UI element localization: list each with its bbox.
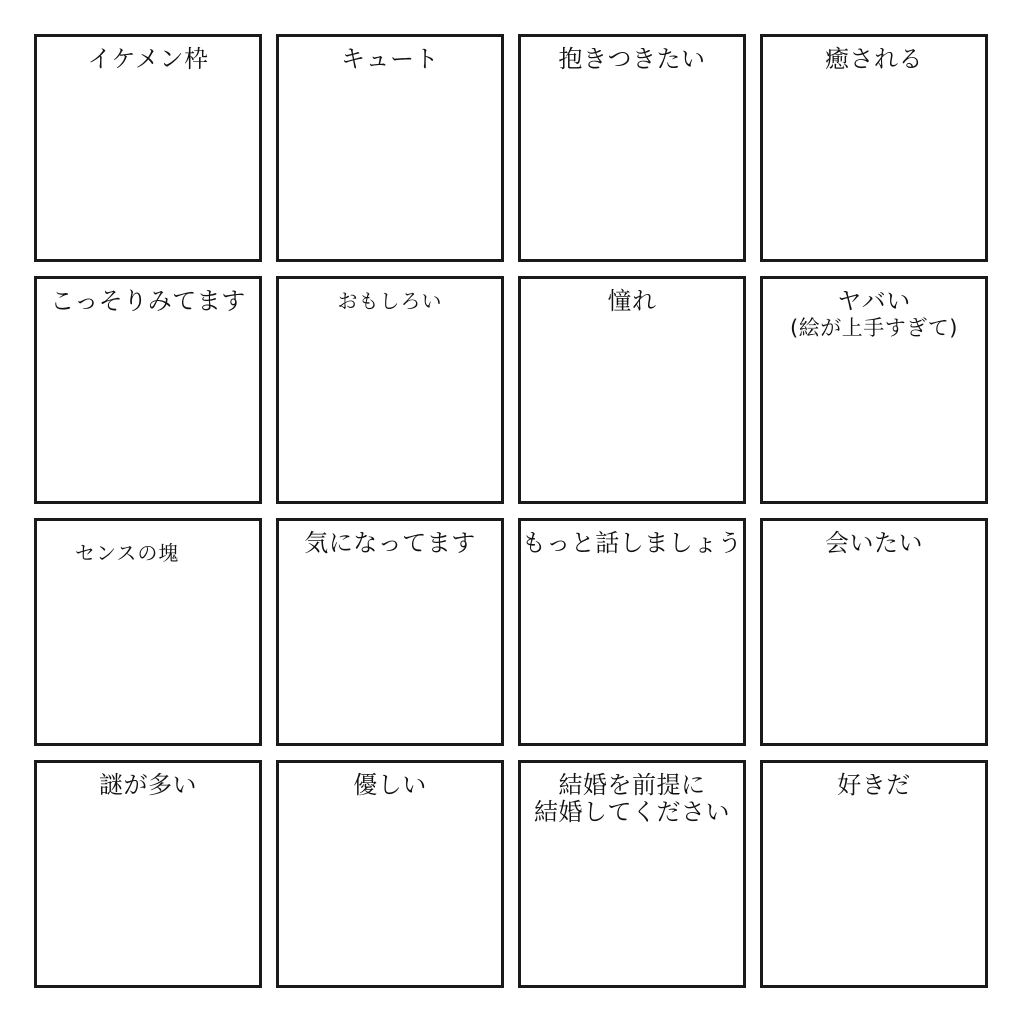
frame-cell[interactable] — [34, 518, 262, 746]
frame-cell[interactable] — [34, 34, 262, 262]
frame-label: 抱きつきたい — [558, 45, 706, 73]
frame-cell[interactable] — [34, 760, 262, 988]
frame-label: センスの塊 — [75, 541, 180, 565]
frame-label — [515, 771, 749, 825]
frame-label: こっそりみてます — [50, 287, 246, 315]
frame-label: 気になってます — [304, 529, 476, 557]
frame-label: もっと話しましょう — [521, 529, 743, 557]
frame-label: イケメン枠 — [87, 45, 209, 73]
frame-label: 癒される — [825, 45, 923, 73]
frame-label: キュート — [341, 45, 439, 73]
frame-label-sub: 結婚してください — [534, 798, 730, 826]
frame-label: 優しい — [353, 771, 427, 799]
frame-label: 謎が多い — [99, 771, 197, 799]
frame-cell[interactable] — [276, 34, 504, 262]
frame-label-sub: (絵が上手すぎて) — [790, 316, 958, 340]
frame-cell[interactable] — [518, 518, 746, 746]
frame-cell[interactable] — [518, 760, 746, 988]
frame-label: 好きだ — [837, 771, 911, 799]
frame-cell[interactable] — [276, 518, 504, 746]
frame-cell[interactable] — [760, 760, 988, 988]
frame-cell[interactable] — [760, 276, 988, 504]
frame-label: 会いたい — [825, 529, 923, 557]
frame-cell[interactable] — [276, 760, 504, 988]
frame-cell[interactable] — [276, 276, 504, 504]
frame-cell[interactable] — [760, 34, 988, 262]
frame-cell[interactable] — [518, 34, 746, 262]
frame-label-main: ヤバい — [837, 287, 911, 315]
frame-label: おもしろい — [337, 289, 443, 313]
frame-label-main: 結婚を前提に — [558, 771, 706, 799]
tag-frame-grid — [34, 34, 988, 988]
frame-cell[interactable] — [760, 518, 988, 746]
frame-cell[interactable] — [518, 276, 746, 504]
frame-cell[interactable] — [34, 276, 262, 504]
frame-label: 憧れ — [607, 287, 657, 315]
frame-label — [757, 287, 991, 341]
